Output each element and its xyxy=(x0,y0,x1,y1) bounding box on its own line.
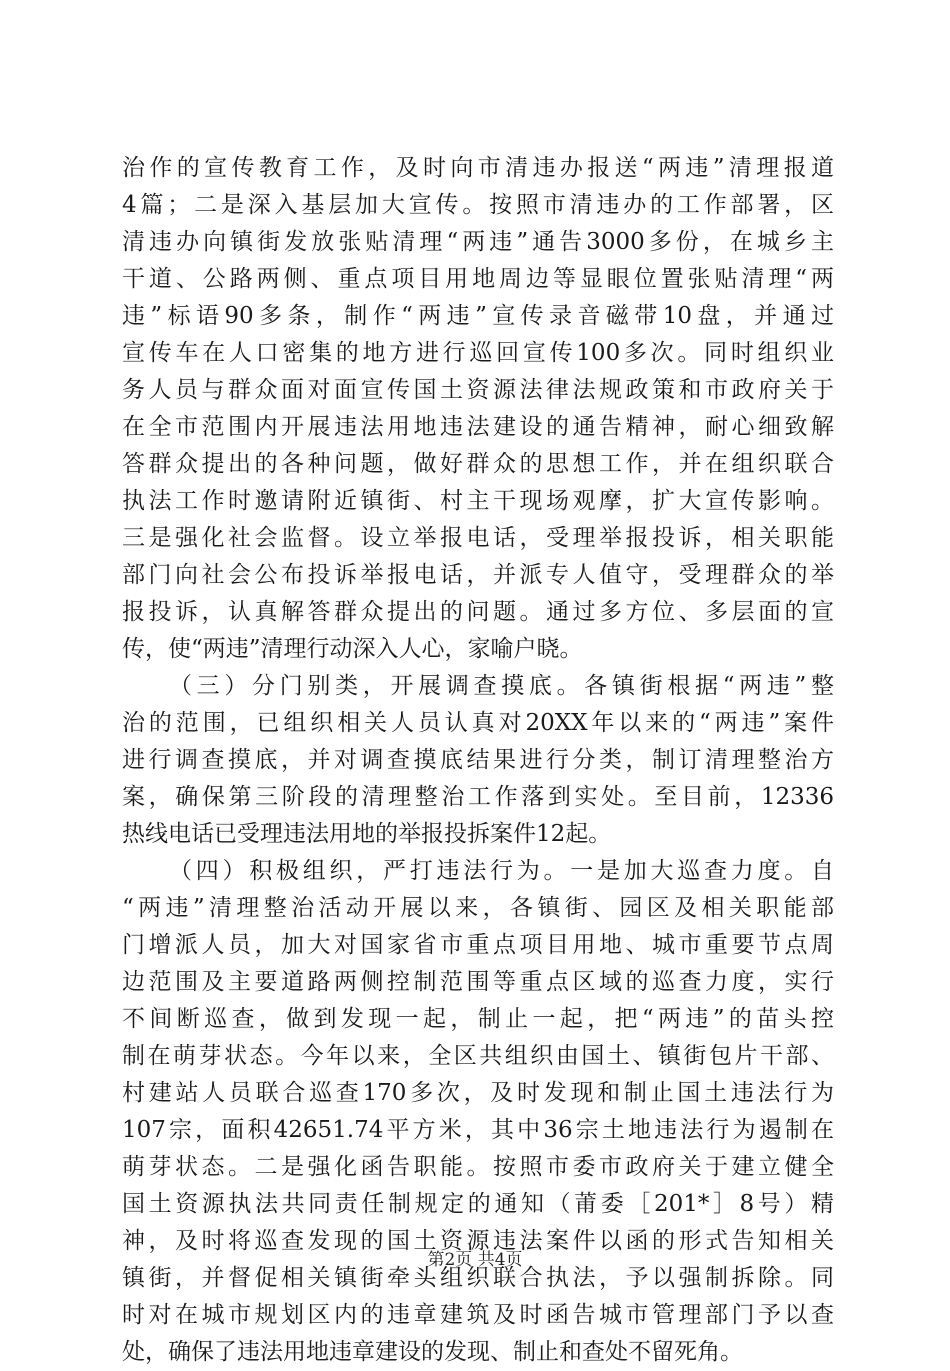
text-line: 热线电话已受理违法用地的举报投拆案件12起。 xyxy=(122,821,612,847)
text-line: 案，确保第三阶段的清理整治工作落到实处。至目前，12336 xyxy=(122,784,834,810)
paragraph-start-line: （三）分门别类，开展调查摸底。各镇街根据“两违”整 xyxy=(169,673,834,699)
text-line: 神，及时将巡查发现的国土资源违法案件以函的形式告知相关 xyxy=(122,1228,834,1254)
text-line: 传，使“两违”清理行动深入人心，家喻户晓。 xyxy=(122,636,583,662)
text-line: 门增派人员，加大对国家省市重点项目用地、城市重要节点周 xyxy=(122,932,834,958)
text-line: 边范围及主要道路两侧控制范围等重点区域的巡查力度，实行 xyxy=(122,969,834,995)
text-line: 进行调查摸底，并对调查摸底结果进行分类，制订清理整治方 xyxy=(122,747,834,773)
text-line: 在全市范围内开展违法用地违法建设的通告精神，耐心细致解 xyxy=(122,414,834,440)
text-line: 处，确保了违法用地违章建设的发现、制止和查处不留死角。 xyxy=(122,1339,743,1365)
text-line: 国土资源执法共同责任制规定的通知（莆委［201*］8号）精 xyxy=(122,1191,834,1217)
text-line: 萌芽状态。二是强化函告职能。按照市委市政府关于建立健全 xyxy=(122,1154,834,1180)
text-line: 宣传车在人口密集的地方进行巡回宣传100多次。同时组织业 xyxy=(122,340,834,366)
text-line: 4篇；二是深入基层加大宣传。按照市清违办的工作部署，区 xyxy=(122,192,834,218)
text-line: “两违”清理整治活动开展以来，各镇街、园区及相关职能部 xyxy=(122,895,834,921)
text-line: 治作的宣传教育工作，及时向市清违办报送“两违”清理报道 xyxy=(122,155,834,181)
text-line: 部门向社会公布投诉举报电话，并派专人值守，受理群众的举 xyxy=(122,562,834,588)
page-number-footer: 第2页 共4页 xyxy=(427,1250,523,1270)
text-line: 治的范围，已组织相关人员认真对20XX年以来的“两违”案件 xyxy=(122,710,834,736)
text-line: 违”标语90多条，制作“两违”宣传录音磁带10盘，并通过 xyxy=(122,303,834,329)
text-line: 时对在城市规划区内的违章建筑及时函告城市管理部门予以查 xyxy=(122,1302,834,1328)
text-line: 镇街，并督促相关镇街牵头组织联合执法，予以强制拆除。同 xyxy=(122,1265,834,1291)
text-line: 执法工作时邀请附近镇街、村主干现场观摩，扩大宣传影响。 xyxy=(122,488,834,514)
text-line: 三是强化社会监督。设立举报电话，受理举报投诉，相关职能 xyxy=(122,525,834,551)
text-line: 村建站人员联合巡查170多次，及时发现和制止国土违法行为 xyxy=(122,1080,834,1106)
text-line: 报投诉，认真解答群众提出的问题。通过多方位、多层面的宣 xyxy=(122,599,834,625)
text-line: 干道、公路两侧、重点项目用地周边等显眼位置张贴清理“两 xyxy=(122,266,834,292)
text-line: 清违办向镇街发放张贴清理“两违”通告3000多份，在城乡主 xyxy=(122,229,834,255)
text-line: 务人员与群众面对面宣传国土资源法律法规政策和市政府关于 xyxy=(122,377,834,403)
document-body xyxy=(122,150,834,1371)
text-line: 制在萌芽状态。今年以来，全区共组织由国土、镇街包片干部、 xyxy=(122,1043,834,1069)
text-line: 不间断巡查，做到发现一起，制止一起，把“两违”的苗头控 xyxy=(122,1006,834,1032)
text-line: 107宗，面积42651.74平方米，其中36宗土地违法行为遏制在 xyxy=(122,1117,834,1143)
paragraph-start-line: （四）积极组织，严打违法行为。一是加大巡查力度。自 xyxy=(169,858,834,884)
text-line: 答群众提出的各种问题，做好群众的思想工作，并在组织联合 xyxy=(122,451,834,477)
